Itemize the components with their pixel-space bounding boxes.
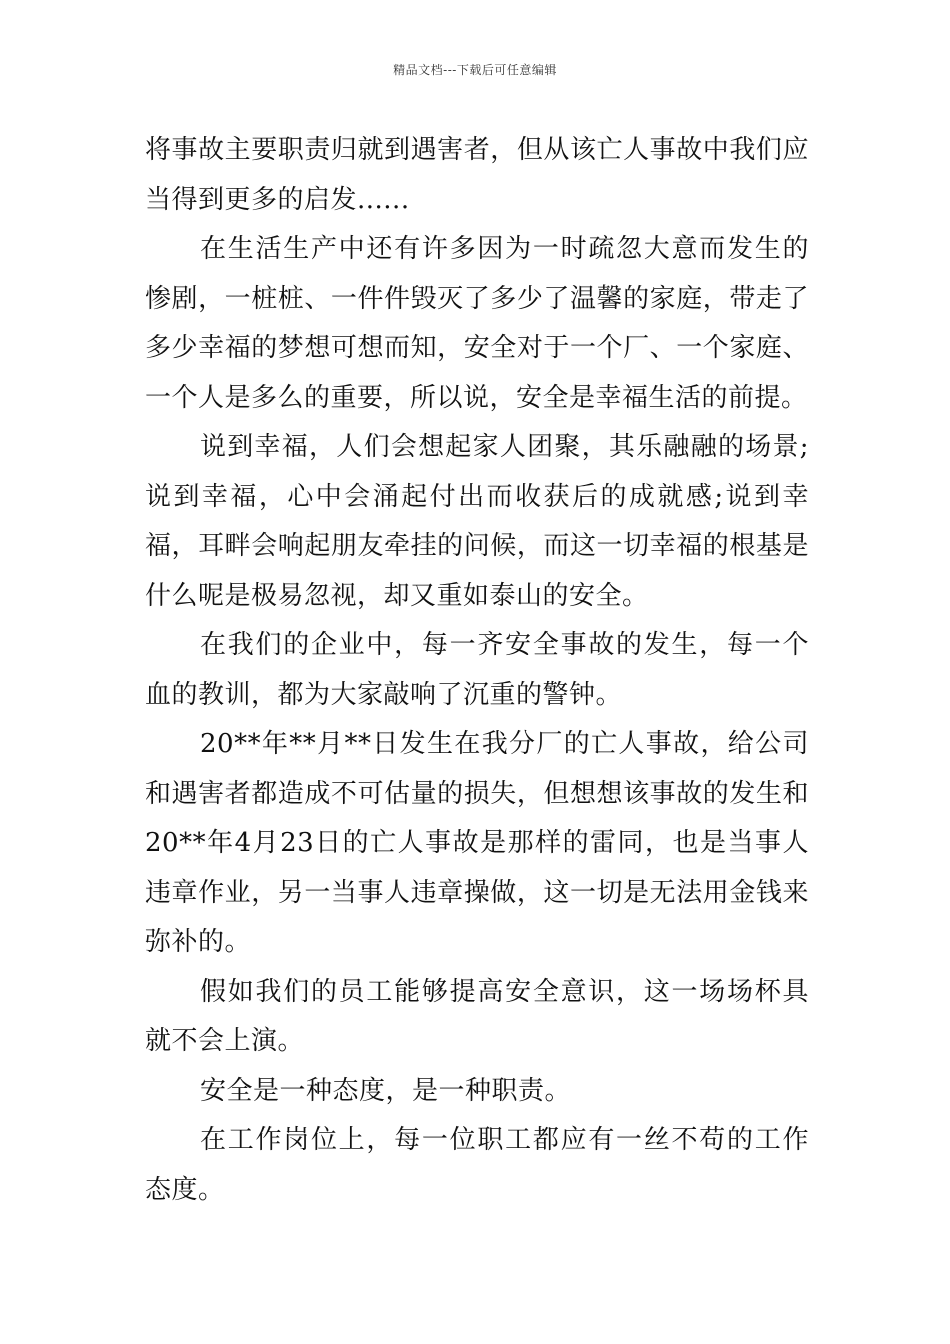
paragraph-7: 安全是一种态度，是一种职责。 [200,1075,572,1106]
paragraph-3: 说到幸福，人们会想起家人团聚，其乐融融的场景;说到幸福，心中会涌起付出而收获后的成就感;说到幸福，耳畔会响起朋友牵挂的问候，而这一切幸福的根基是什么呢是极易忽视，却又重如泰山的安全。 [145,432,809,611]
paragraph-4: 在我们的企业中，每一齐安全事故的发生，每一个血的教训，都为大家敲响了沉重的警钟。 [145,630,809,710]
paragraph-5: 20**年**月**日发生在我分厂的亡人事故，给公司和遇害者都造成不可估量的损失，但想想该事故的发生和20**年4月23日的亡人事故是那样的雷同，也是当事人违章作业，另一当事人违章操做，这一切是无法用金钱来弥补的。 [145,729,809,957]
paragraph-6: 假如我们的员工能够提高安全意识，这一场场杯具就不会上演。 [145,976,809,1056]
document-body [145,126,809,1215]
paragraph-8: 在工作岗位上，每一位职工都应有一丝不苟的工作态度。 [145,1125,809,1205]
paragraph-2: 在生活生产中还有许多因为一时疏忽大意而发生的惨剧，一桩桩、一件件毁灭了多少了温馨的家庭，带走了多少幸福的梦想可想而知，安全对于一个厂、一个家庭、一个人是多么的重要，所以说，安全是幸福生活的前提。 [145,234,809,413]
paragraph-1: 将事故主要职责归就到遇害者，但从该亡人事故中我们应当得到更多的启发...... [145,135,809,215]
page-header: 精品文档---下载后可任意编辑 [393,63,557,77]
